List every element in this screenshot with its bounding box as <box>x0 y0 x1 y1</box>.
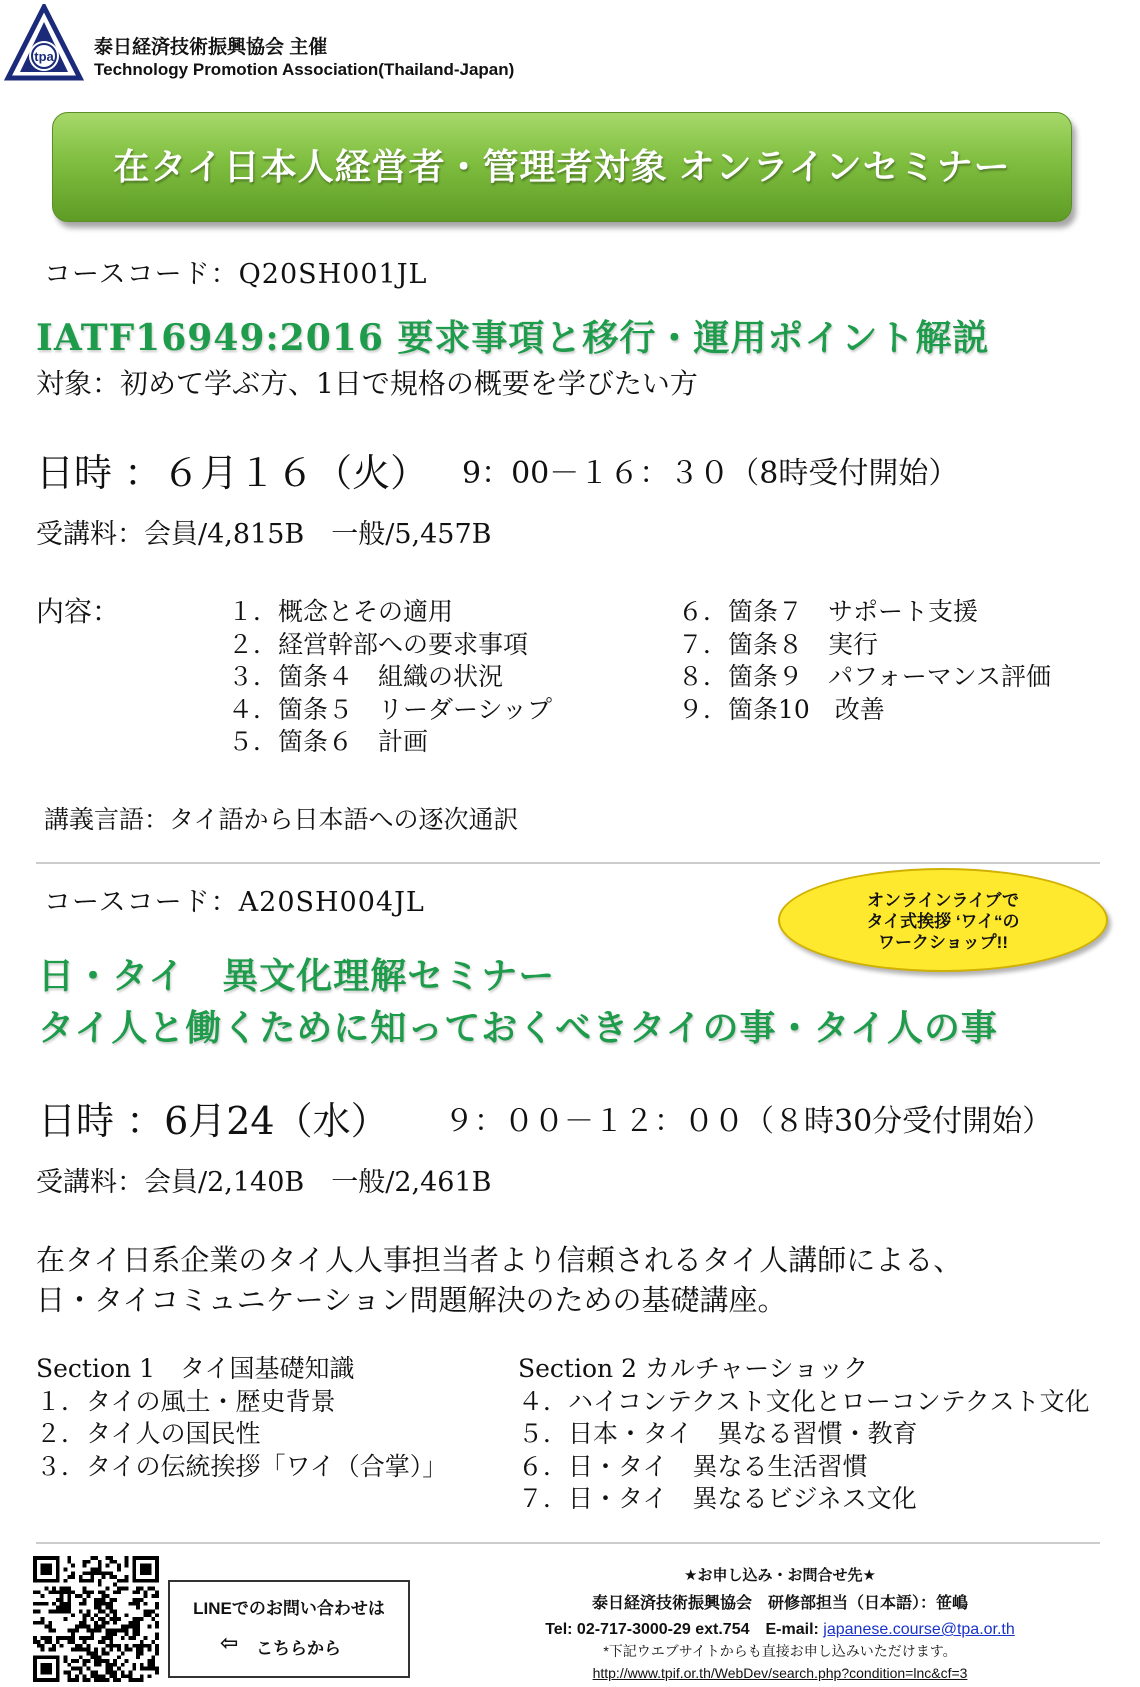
course1-content-list-a <box>228 596 552 759</box>
contact-tel <box>500 1616 1060 1639</box>
contact-note: *下記ウエブサイトからも直接お申し込みいただけます。 <box>603 1643 957 1659</box>
course2-description <box>36 1240 962 1320</box>
contact-heading: ★お申し込み・お問合せ先★ <box>684 1567 876 1584</box>
course1-date: 日時 ：６月１６（火） <box>36 451 429 495</box>
list-item: ２．タイ人の国民性 <box>36 1419 261 1448</box>
list-item: ８．箇条９ パフォーマンス評価 <box>678 662 1052 691</box>
list-item: ５．日本・タイ 異なる習慣・教育 <box>518 1419 918 1448</box>
course1-target: 対象：初めて学ぶ方、1日で規格の概要を学びたい方 <box>36 367 698 400</box>
course2-time: ９：００－１２：００（８時30分受付開始） <box>444 1104 1053 1139</box>
course1-fee: 受講料：会員/4,815B 一般/5,457B <box>36 519 492 550</box>
course1-title: IATF16949:2016 要求事項と移行・運用ポイント解説 <box>36 317 990 359</box>
badge-line: ワークショップ!! <box>878 933 1008 952</box>
course1-language: 講義言語：タイ語から日本語への逐次通訳 <box>44 805 519 834</box>
organizer-name-jp: 泰日経済技術振興協会 主催 <box>94 37 328 58</box>
seminar-banner <box>52 112 1072 222</box>
course2-date: 日時 ：6月24（水） <box>38 1099 389 1143</box>
line-contact-sub: こちらから <box>256 1639 341 1658</box>
list-item: ６．日・タイ 異なる生活習慣 <box>518 1451 868 1481</box>
list-item: ７．日・タイ 異なるビジネス文化 <box>518 1484 917 1513</box>
list-item: ４．ハイコンテクスト文化とローコンテクスト文化 <box>518 1386 1090 1416</box>
logo-text: tpa <box>34 49 54 64</box>
workshop-badge <box>778 868 1108 972</box>
section-heading: Section 2 カルチャーショック <box>518 1354 869 1383</box>
qr-code[interactable] <box>30 1556 162 1682</box>
list-item: １．タイの風土・歴史背景 <box>36 1386 336 1416</box>
course2-section2 <box>518 1353 1090 1516</box>
tel-text: Tel: 02-717-3000-29 ext.754 E-mail: <box>545 1621 824 1638</box>
description-line: 在タイ日系企業のタイ人人事担当者より信頼されるタイ人講師による、 <box>36 1243 963 1277</box>
section-heading: Section 1 タイ国基礎知識 <box>36 1354 355 1383</box>
course2-title-line1: 日・タイ 異文化理解セミナー <box>38 955 556 997</box>
list-item: ９．箇条10 改善 <box>678 694 885 724</box>
footer-divider <box>36 1542 1100 1544</box>
organizer-name-en: Technology Promotion Association(Thailand-Japan) <box>94 60 515 79</box>
contact-organization: 泰日経済技術振興協会 研修部担当（日本語）：笹嶋 <box>591 1595 968 1612</box>
list-item: ５．箇条６ 計画 <box>228 727 429 756</box>
course2-fee: 受講料：会員/2,140B 一般/2,461B <box>36 1167 492 1198</box>
line-contact-text: LINEでのお問い合わせは <box>193 1599 385 1618</box>
badge-line: オンラインライブで <box>867 891 1019 910</box>
line-contact-box[interactable] <box>168 1580 410 1678</box>
list-item: ６．箇条７ サポート支援 <box>678 597 979 626</box>
banner-title: 在タイ日本人経営者・管理者対象 オンラインセミナー <box>113 146 1011 187</box>
badge-text <box>780 890 1106 953</box>
course1-content-list-b <box>678 596 1051 726</box>
course2-code: コースコード：A20SH004JL <box>44 887 425 918</box>
description-line: 日・タイコミュニケーション問題解決のための基礎講座。 <box>36 1283 787 1317</box>
course1-time: 9：00－１６：３０（8時受付開始） <box>462 456 959 491</box>
website-link[interactable]: http://www.tpif.or.th/WebDev/search.php?condition=lnc&cf=3 <box>592 1665 968 1681</box>
list-item: １．概念とその適用 <box>228 597 454 626</box>
tpa-logo <box>4 4 84 84</box>
list-item: ３．タイの伝統挨拶「ワイ（合掌）」 <box>36 1451 448 1481</box>
course1-code: コースコード：Q20SH001JL <box>44 259 428 290</box>
email-link[interactable]: japanese.course@tpa.or.th <box>823 1621 1015 1638</box>
course1-content-label: 内容： <box>36 595 121 628</box>
course2-title-line2: タイ人と働くために知っておくべきタイの事・タイ人の事 <box>38 1007 998 1049</box>
list-item: ４．箇条５ リーダーシップ <box>228 694 553 724</box>
section-divider <box>36 862 1100 864</box>
course2-section1 <box>36 1353 447 1483</box>
arrow-left-icon: ⇦ <box>220 1630 239 1655</box>
list-item: ３．箇条４ 組織の状況 <box>228 662 504 691</box>
list-item: ７．箇条８ 実行 <box>678 629 879 659</box>
list-item: ２．経営幹部への要求事項 <box>228 629 529 659</box>
badge-line: タイ式挨拶 ‘ワイ“の <box>866 912 1020 931</box>
